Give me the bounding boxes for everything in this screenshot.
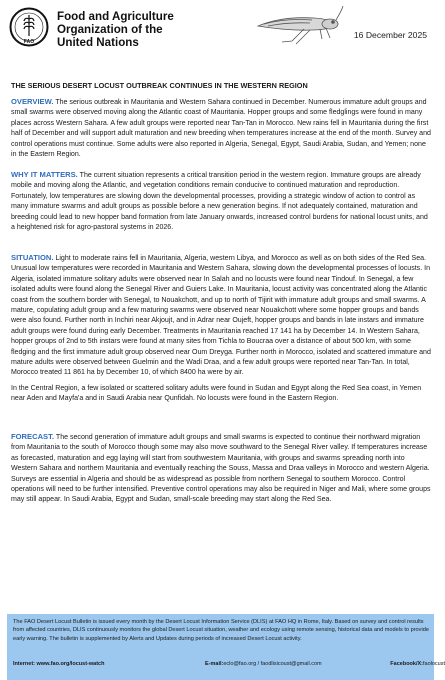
internet-label: Internet: — [13, 661, 35, 667]
svg-text:FAO: FAO — [23, 39, 35, 45]
overview-section — [11, 97, 431, 160]
situation-heading: SITUATION. — [11, 253, 54, 262]
bulletin-date: 16 December 2025 — [353, 30, 427, 40]
situation-section — [11, 253, 431, 405]
situation-text: Light to moderate rains fell in Mauritania, Algeria, western Libya, and Morocco as well as on both sides of the Red Sea. Unusual low temperatures were recorded in Mauritania and Western Sahara, slowing down the developmental processes of locusts. In Algeria, isolated immature solitary adults were observed near In Salah and no locusts were found near Tindouf. In Senegal, a few isolated adults were found along the Senegal River and Guiers Lake. In Mauritania, locust activity was concentrated along the Atlantic coast from the southern border with Senegal, to Nouakchott, and up to north of Tijirit with immature adult groups and small swarms. A mature, copulating adult group and a few maturing swarms were observed near Nouakchott where some hopper groups and bands were also found. Further north in Inchiri near Akjoujt, and in Adrar near Oujeft, hopper groups and bands in late instars and immature adult groups were found during early December. Treatments in Mauritania reached 17 141 ha by December 14. In Western Sahara, hopper groups of 2nd to 5th instars were found at many sites from Tichla to Boucraa over a distance of about 500 km, with some fledging and the first immature adult group observed near Oum Dreyga. Further north in Morocco, isolated and scattered immature and mature adults were observed between Guelmin and the Wadi Draa, and a few adult groups were reported near Tan-Tan. In total, Morocco treated 11 861 ha by December 10, of which 8400 ha were by air. — [11, 255, 431, 377]
facebook-label: Facebook/X: — [390, 661, 423, 667]
why-it-matters-text: The current situation represents a critical transition period in the western region. Immature groups are already mobile and moving along the Atlantic, and vegetation conditions remain conducive to continued maturation and reproduction. Fortunately, low temperatures are slowing down the developmental processes, providing a strategic window of action to control as many immature swarms and adult groups as possible before a new generation begins. If not adequately contained, maturation and breeding could lead to new hopper band formation from late January onwards, increased control burdens for national locust units, and a heightened risk for agro-pastoral systems in 2026. — [11, 172, 428, 232]
overview-text: The serious outbreak in Mauritania and Western Sahara continued in December. Numerous immature adult groups and small swarms were observed moving along the Atlantic coast of Mauritania. Hopper groups and some fledglings were found in many places across Western Sahara. A few adult groups were reported near Tan-Tan in Morocco. New rains fell in Mauritania during the first half of December and will support adult maturation and new breeding when temperatures increase at the end of the month. Survey and control operations must continue. Some adults were also reported in Algeria, Senegal, Egypt, Saudi Arabia, Sudan, and Yemen; none in the Eastern Region. — [11, 99, 431, 159]
footer-description: The FAO Desert Locust Bulletin is issued every month by the Desert Locust Information Service (DLIS) at FAO HQ in Rome, Italy. Based on survey and control results from affected countries, DLIS continuously monitors the global Desert Locust situation, weather and ecology using remote sensing, historical data and models to provide early warning. The bulletin is supplemented by Alerts and Updates during periods of increased Desert Locust activity. — [13, 619, 429, 642]
bulletin-footer — [7, 614, 445, 680]
facebook-link[interactable]: faolocust — [423, 661, 445, 667]
locust-illustration — [252, 4, 344, 48]
bulletin-title: THE SERIOUS DESERT LOCUST OUTBREAK CONTINUES IN THE WESTERN REGION — [11, 81, 308, 90]
footer-email — [205, 660, 322, 668]
email-label: E-mail: — [205, 661, 224, 667]
why-it-matters-section — [11, 170, 431, 233]
footer-facebook — [390, 660, 445, 668]
footer-internet — [13, 660, 104, 668]
forecast-text: The second generation of immature adult groups and small swarms is expected to continue their northward migration from Mauritania to the south of Morocco though some may also move southward to the Senegal River valley. If temperatures increase as forecasted, maturation and egg laying will start from southwestern Mauritania, with groups and swarms spreading north into Western Sahara and northern Mauritania and eventually reaching the Souss, Massa and Draa valleys in Morocco and western Algeria. Surveys are essential in Algeria and should be as widespread as possible from northern Senegal to southern Morocco. Control operations will need to be further intensified. Preventive control operations may also be required in Niger and Mali, where some groups may still appear. In Saudi Arabia, Egypt and Sudan, small-scale breeding may start along the Red Sea. — [11, 434, 431, 504]
situation-central-region-text: In the Central Region, a few isolated or scattered solitary adults were found in Sudan and Egypt along the Red Sea coast, in Yemen near Aden and Mayfa'a and in Saudi Arabia near Qunfidah. No locusts were found in the Eastern Region. — [11, 384, 422, 403]
org-name-line1: Food and Agriculture — [57, 10, 174, 23]
org-name-line3: United Nations — [57, 36, 139, 49]
overview-heading: OVERVIEW. — [11, 97, 54, 106]
fao-logo — [9, 7, 49, 47]
forecast-heading: FORECAST. — [11, 432, 55, 441]
page-header — [0, 0, 441, 66]
org-name-line2: Organization of the — [57, 23, 163, 36]
forecast-section — [11, 432, 431, 506]
organization-name — [57, 10, 174, 49]
internet-link[interactable]: www.fao.org/locust-watch — [36, 661, 105, 667]
why-it-matters-heading: WHY IT MATTERS. — [11, 170, 78, 179]
footer-contacts — [13, 660, 445, 670]
email-link[interactable]: eclo@fao.org / faodlisicoust@gmail.com — [223, 661, 322, 667]
